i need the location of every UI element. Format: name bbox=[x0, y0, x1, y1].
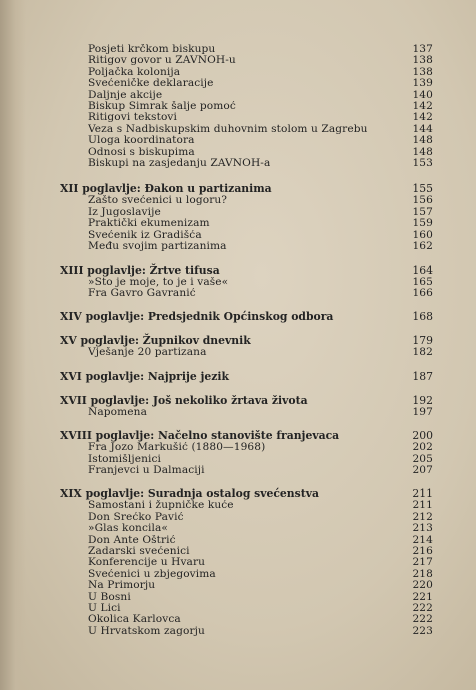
toc-entry bbox=[88, 626, 433, 637]
entry-title: Poljačka kolonija bbox=[88, 66, 181, 78]
toc-entry bbox=[88, 55, 433, 66]
toc-entry bbox=[88, 90, 433, 101]
chapter-section bbox=[60, 263, 433, 300]
entry-page-number: 138 bbox=[412, 54, 433, 67]
toc-entry bbox=[88, 465, 433, 476]
chapter-title: XVIII poglavlje: Načelno stanovište franjevaca bbox=[60, 429, 340, 443]
toc-entry bbox=[88, 557, 433, 568]
toc-entry bbox=[88, 147, 433, 158]
entry-title: Iz Jugoslavije bbox=[88, 206, 161, 218]
chapter-page-number: 179 bbox=[412, 334, 433, 348]
entry-title: Na Primorju bbox=[88, 580, 156, 592]
toc-entry bbox=[88, 67, 433, 78]
entry-page-number: 213 bbox=[412, 522, 433, 535]
entry-page-number: 202 bbox=[412, 441, 433, 454]
entry-title: Don Ante Oštrić bbox=[88, 534, 176, 546]
toc-entry bbox=[88, 135, 433, 146]
entry-page-number: 142 bbox=[412, 100, 433, 113]
entry-title: U Lici bbox=[88, 603, 121, 614]
entry-page-number: 218 bbox=[412, 567, 433, 580]
toc-entry bbox=[88, 512, 433, 523]
entry-page-number: 142 bbox=[412, 111, 433, 124]
toc-entry bbox=[88, 195, 433, 206]
chapter-page-number: 164 bbox=[412, 263, 433, 277]
entry-title: U Bosni bbox=[88, 591, 131, 603]
toc-entry bbox=[88, 442, 433, 453]
toc-entry bbox=[88, 230, 433, 241]
chapter-page-number: 168 bbox=[412, 310, 433, 324]
entry-page-number: 153 bbox=[412, 157, 433, 170]
entry-page-number: 157 bbox=[412, 205, 433, 218]
toc-entry bbox=[88, 569, 433, 580]
toc-entry bbox=[88, 101, 433, 112]
toc-entry bbox=[88, 500, 433, 511]
chapter-section bbox=[60, 487, 433, 637]
entry-page-number: 165 bbox=[412, 275, 433, 288]
entry-title: Samostani i župničke kuće bbox=[88, 500, 234, 512]
chapter-page-number: 155 bbox=[412, 182, 433, 196]
entry-title: Istomišljenici bbox=[88, 453, 162, 465]
chapter-title: XV poglavlje: Župnikov dnevnik bbox=[60, 334, 251, 348]
entry-title: Zadarski svećenici bbox=[88, 545, 190, 557]
table-of-contents bbox=[60, 43, 433, 637]
chapter-section bbox=[60, 429, 433, 476]
entry-page-number: 222 bbox=[412, 602, 433, 614]
entry-page-number: 205 bbox=[412, 452, 433, 465]
entry-page-number: 148 bbox=[412, 145, 433, 158]
toc-entry bbox=[88, 288, 433, 299]
chapter-heading bbox=[60, 395, 433, 407]
chapter-title: XVII poglavlje: Još nekoliko žrtava života bbox=[60, 393, 308, 407]
entry-page-number: 162 bbox=[412, 240, 433, 253]
page-gutter-shadow bbox=[0, 0, 26, 690]
entry-title: Praktički ekumenizam bbox=[88, 218, 210, 230]
entry-title: Don Srećko Pavić bbox=[88, 511, 184, 523]
entry-page-number: 138 bbox=[412, 65, 433, 78]
toc-entry bbox=[88, 158, 433, 169]
toc-entry bbox=[88, 603, 433, 614]
toc-entry bbox=[88, 523, 433, 534]
toc-entry bbox=[88, 535, 433, 546]
entry-title: Biskup Šimrak šalje pomoć bbox=[88, 101, 236, 113]
entry-title: Daljnje akcije bbox=[88, 89, 163, 101]
toc-entry bbox=[88, 241, 433, 252]
entry-title: Posjeti krčkom biskupu bbox=[88, 44, 216, 55]
toc-entry bbox=[88, 454, 433, 465]
entry-page-number: 214 bbox=[412, 533, 433, 546]
entry-page-number: 140 bbox=[412, 88, 433, 101]
toc-entry bbox=[88, 546, 433, 557]
chapter-heading bbox=[60, 430, 433, 442]
entry-title: Fra Gavro Gavranić bbox=[88, 287, 196, 299]
toc-entry bbox=[88, 44, 433, 55]
entry-title: Odnosi s biskupima bbox=[88, 146, 195, 158]
chapter-title: XIV poglavlje: Predsjednik Općinskog odbora bbox=[60, 310, 334, 324]
entry-title: Svećenici u zbjegovima bbox=[88, 568, 216, 580]
entry-title: Napomena bbox=[88, 406, 147, 418]
entry-page-number: 212 bbox=[412, 510, 433, 523]
chapter-section bbox=[60, 369, 433, 383]
toc-entry bbox=[88, 580, 433, 591]
toc-entry bbox=[88, 277, 433, 288]
entry-page-number: 139 bbox=[412, 77, 433, 90]
entry-title: Fra Jozo Markušić (1880—1968) bbox=[88, 442, 266, 454]
toc-entry bbox=[88, 207, 433, 218]
entry-title: »Glas koncila« bbox=[88, 523, 168, 535]
entry-page-number: 182 bbox=[412, 346, 433, 359]
entry-page-number: 211 bbox=[412, 499, 433, 512]
entry-title: Ritigovi tekstovi bbox=[88, 112, 177, 124]
entry-page-number: 222 bbox=[412, 613, 433, 626]
toc-entry bbox=[88, 218, 433, 229]
entry-page-number: 220 bbox=[412, 579, 433, 592]
entry-page-number: 217 bbox=[412, 556, 433, 569]
toc-entry bbox=[88, 592, 433, 603]
entry-title: U Hrvatskom zagorju bbox=[88, 625, 205, 637]
entry-page-number: 216 bbox=[412, 544, 433, 557]
entry-title: Franjevci u Dalmaciji bbox=[88, 464, 205, 476]
entry-page-number: 207 bbox=[412, 463, 433, 476]
entry-page-number: 160 bbox=[412, 228, 433, 241]
chapter-page-number: 192 bbox=[412, 393, 433, 407]
entry-title: Ritigov govor u ZAVNOH-u bbox=[88, 55, 236, 67]
entry-page-number: 166 bbox=[412, 286, 433, 299]
chapter-section bbox=[60, 182, 433, 253]
chapter-heading bbox=[60, 371, 433, 383]
chapter-page-number: 200 bbox=[412, 429, 433, 443]
entry-title: Svećeničke deklaracije bbox=[88, 78, 214, 90]
entry-title: Među svojim partizanima bbox=[88, 241, 227, 253]
chapter-heading bbox=[60, 183, 433, 195]
chapter-heading bbox=[60, 488, 433, 500]
chapter-page-number: 211 bbox=[412, 487, 433, 501]
entry-title: »Što je moje, to je i vaše« bbox=[88, 276, 229, 288]
entry-page-number: 156 bbox=[412, 194, 433, 207]
entry-title: Uloga koordinatora bbox=[88, 135, 195, 147]
chapter-title: XVI poglavlje: Najprije jezik bbox=[60, 369, 229, 383]
chapter-heading bbox=[60, 311, 433, 323]
chapter-heading bbox=[60, 335, 433, 347]
entry-page-number: 148 bbox=[412, 134, 433, 147]
toc-entry bbox=[88, 347, 433, 358]
entry-page-number: 137 bbox=[412, 43, 433, 55]
entry-page-number: 159 bbox=[412, 217, 433, 230]
toc-entry bbox=[88, 78, 433, 89]
toc-entry bbox=[88, 112, 433, 123]
toc-entry bbox=[88, 407, 433, 418]
chapter-section bbox=[60, 393, 433, 418]
chapter-section bbox=[60, 334, 433, 359]
entry-title: Vješanje 20 partizana bbox=[88, 347, 207, 359]
chapter-title: XII poglavlje: Đakon u partizanima bbox=[60, 182, 272, 196]
entry-title: Konferencije u Hvaru bbox=[88, 557, 206, 569]
chapter-title: XIX poglavlje: Suradnja ostalog svećenstva bbox=[60, 487, 319, 501]
chapter-heading bbox=[60, 265, 433, 277]
chapter-title: XIII poglavlje: Žrtve tifusa bbox=[60, 263, 220, 277]
entry-title: Svećenik iz Gradišća bbox=[88, 229, 202, 241]
entry-title: Zašto svećenici u logoru? bbox=[88, 195, 228, 207]
entry-page-number: 197 bbox=[412, 405, 433, 418]
toc-entry bbox=[88, 614, 433, 625]
chapter-page-number: 187 bbox=[412, 369, 433, 383]
chapter-section bbox=[60, 310, 433, 324]
entry-title: Okolica Karlovca bbox=[88, 614, 181, 626]
entry-page-number: 144 bbox=[412, 122, 433, 135]
toc-entry bbox=[88, 124, 433, 135]
entry-page-number: 223 bbox=[412, 624, 433, 637]
entry-title: Veza s Nadbiskupskim duhovnim stolom u Zagrebu bbox=[88, 123, 368, 135]
entry-page-number: 221 bbox=[412, 590, 433, 603]
entry-title: Biskupi na zasjedanju ZAVNOH-a bbox=[88, 158, 271, 170]
